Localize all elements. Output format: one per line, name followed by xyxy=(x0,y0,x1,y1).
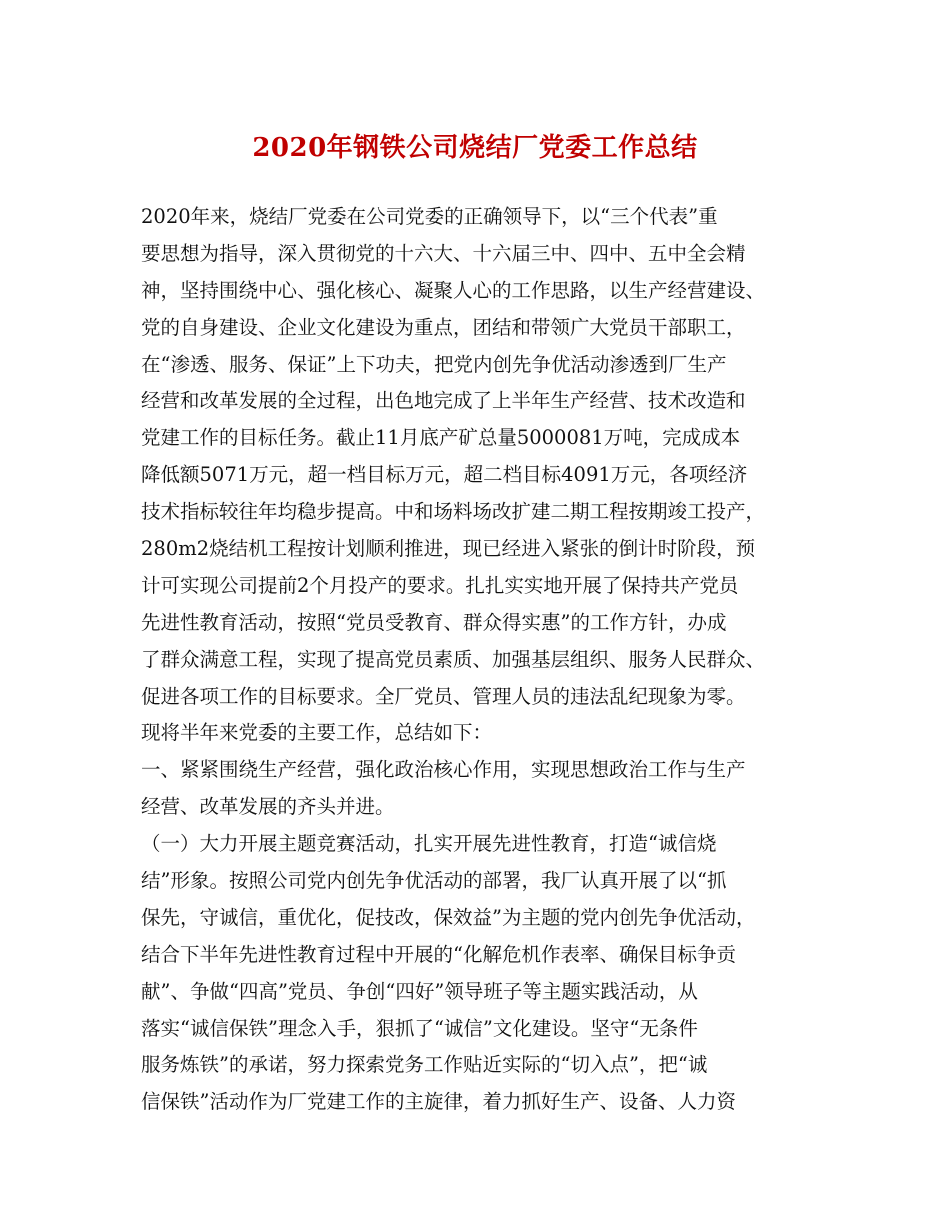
body-line: 降低额5071万元，超一档目标万元，超二档目标4091万元，各项经济 xyxy=(141,463,748,487)
body-line: 党建工作的目标任务。截止11月底产矿总量5000081万吨，完成成本 xyxy=(141,426,741,450)
body-line: 现将半年来党委的主要工作，总结如下： xyxy=(141,721,493,745)
body-line: 神，坚持围绕中心、强化核心、凝聚人心的工作思路，以生产经营建设、 xyxy=(141,278,766,302)
body-line: 经营和改革发展的全过程，出色地完成了上半年生产经营、技术改造和 xyxy=(141,389,746,413)
body-line: 先进性教育活动，按照“党员受教育、群众得实惠”的工作方针，办成 xyxy=(141,610,727,634)
subsection-heading-line: （一）大力开展主题竞赛活动，扎实开展先进性教育，打造“诚信烧 xyxy=(141,832,717,856)
body-line: 结合下半年先进性教育过程中开展的“化解危机作表率、确保目标争贡 xyxy=(141,942,736,966)
body-line: 献”、争做“四高”党员、争创“四好”领导班子等主题实践活动，从 xyxy=(141,979,698,1003)
body-line: 280m2烧结机工程按计划顺利推进，现已经进入紧张的倒计时阶段，预 xyxy=(141,537,756,561)
body-line: 在“渗透、服务、保证”上下功夫，把党内创先争优活动渗透到厂生产 xyxy=(141,352,727,376)
body-line: 2020年来，烧结厂党委在公司党委的正确领导下，以“三个代表”重 xyxy=(141,205,718,228)
body-line: 促进各项工作的目标要求。全厂党员、管理人员的违法乱纪现象为零。 xyxy=(141,684,746,708)
body-line: 信保铁”活动作为厂党建工作的主旋律，着力抓好生产、设备、人力资 xyxy=(141,1090,736,1114)
body-line: 技术指标较往年均稳步提高。中和场料场改扩建二期工程按期竣工投产， xyxy=(141,500,766,524)
document-body xyxy=(141,199,821,1121)
document-title: 2020年钢铁公司烧结厂党委工作总结 xyxy=(252,133,698,163)
section-heading-line: 经营、改革发展的齐头并进。 xyxy=(141,795,395,819)
body-line: 结”形象。按照公司党内创先争优活动的部署，我厂认真开展了以“抓 xyxy=(141,869,727,893)
body-line: 要思想为指导，深入贯彻党的十六大、十六届三中、四中、五中全会精 xyxy=(141,241,746,265)
body-line: 保先，守诚信，重优化，促技改，保效益”为主题的党内创先争优活动， xyxy=(141,905,756,929)
section-heading-line: 一、紧紧围绕生产经营，强化政治核心作用，实现思想政治工作与生产 xyxy=(141,758,746,782)
body-line: 落实“诚信保铁”理念入手，狠抓了“诚信”文化建设。坚守“无条件 xyxy=(141,1016,698,1040)
body-line: 服务炼铁”的承诺，努力探索党务工作贴近实际的“切入点”，把“诚 xyxy=(141,1053,708,1077)
body-line: 了群众满意工程，实现了提高党员素质、加强基层组织、服务人民群众、 xyxy=(141,647,766,671)
body-line: 计可实现公司提前2个月投产的要求。扎扎实实地开展了保持共产党员 xyxy=(141,573,739,597)
body-line: 党的自身建设、企业文化建设为重点，团结和带领广大党员干部职工， xyxy=(141,315,746,339)
